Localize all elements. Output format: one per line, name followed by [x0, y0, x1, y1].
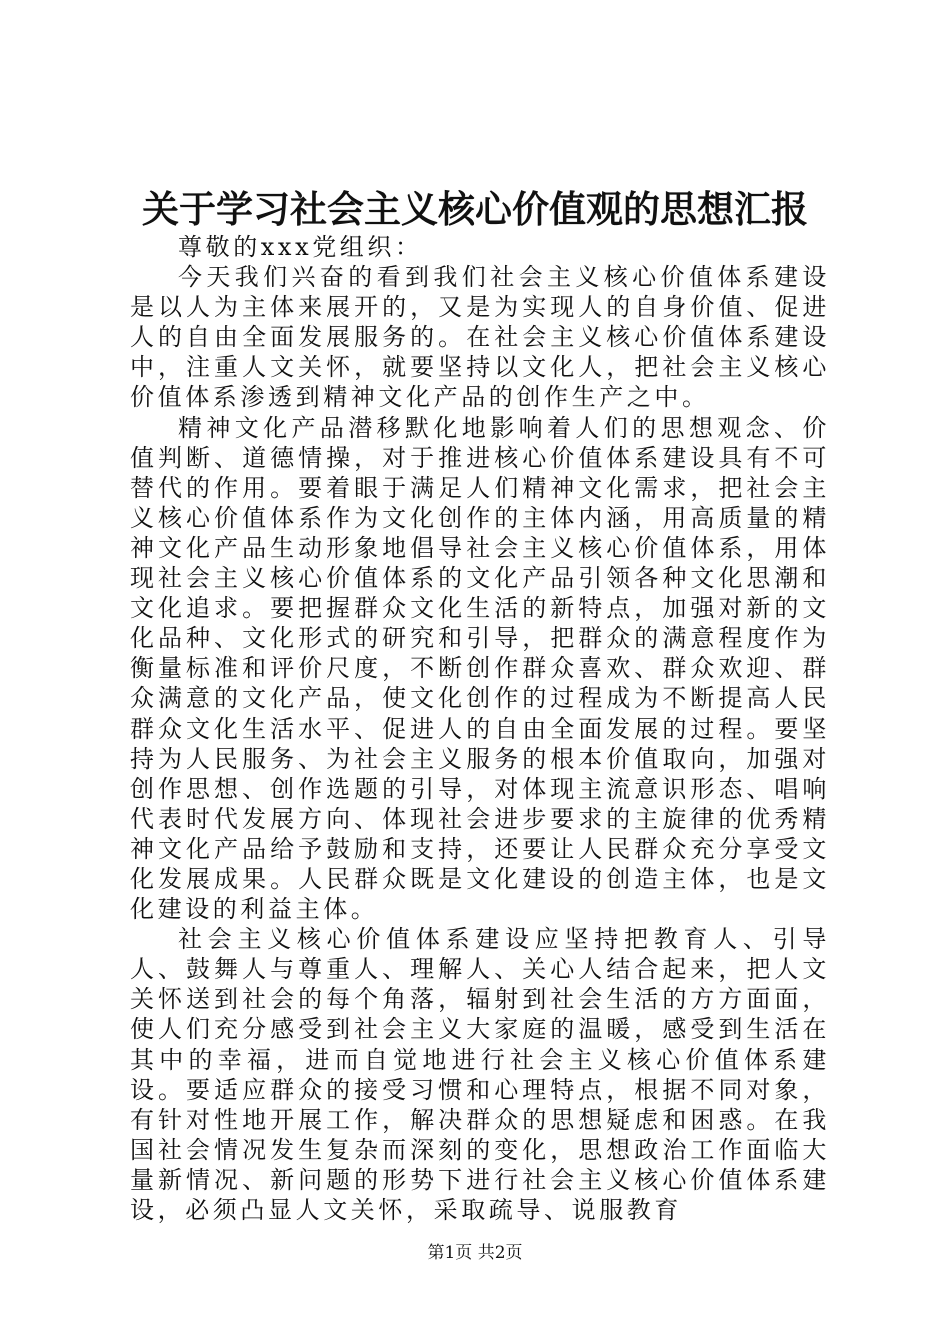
salutation: 尊敬的xxx党组织：	[178, 233, 423, 261]
page-footer: 第1页 共2页	[427, 1243, 523, 1263]
document-body	[130, 232, 830, 1225]
paragraph-2: 精神文化产品潜移默化地影响着人们的思想观念、价值判断、道德情操，对于推进核心价值体系建设具有不可替代的作用。要着眼于满足人们精神文化需求，把社会主义核心价值体系作为文化创作的主体内涵，用高质量的精神文化产品生动形象地倡导社会主义核心价值体系，用体现社会主义核心价值体系的文化产品引领各种文化思潮和文化追求。要把握群众文化生活的新特点，加强对新的文化品种、文化形式的研究和引导，把群众的满意程度作为衡量标准和评价尺度，不断创作群众喜欢、群众欢迎、群众满意的文化产品，使文化创作的过程成为不断提高人民群众文化生活水平、促进人的自由全面发展的过程。要坚持为人民服务、为社会主义服务的根本价值取向，加强对创作思想、创作选题的引导，对体现主流意识形态、唱响代表时代发展方向、体现社会进步要求的主旋律的优秀精神文化产品给予鼓励和支持，还要让人民群众充分享受文化发展成果。人民群众既是文化建设的创造主体，也是文化建设的利益主体。	[130, 413, 830, 924]
paragraph-1: 今天我们兴奋的看到我们社会主义核心价值体系建设是以人为主体来展开的，又是为实现人的自身价值、促进人的自由全面发展服务的。在社会主义核心价值体系建设中，注重人文关怀，就要坚持以文化人，把社会主义核心价值体系渗透到精神文化产品的创作生产之中。	[130, 263, 830, 412]
paragraph-3: 社会主义核心价值体系建设应坚持把教育人、引导人、鼓舞人与尊重人、理解人、关心人结合起来，把人文关怀送到社会的每个角落，辐射到社会生活的方方面面，使人们充分感受到社会主义大家庭的温暖，感受到生活在其中的幸福，进而自觉地进行社会主义核心价值体系建设。要适应群众的接受习惯和心理特点，根据不同对象，有针对性地开展工作，解决群众的思想疑虑和困惑。在我国社会情况发生复杂而深刻的变化，思想政治工作面临大量新情况、新问题的形势下进行社会主义核心价值体系建设，必须凸显人文关怀，采取疏导、说服教育	[130, 925, 830, 1224]
document-title: 关于学习社会主义核心价值观的思想汇报	[142, 187, 808, 231]
